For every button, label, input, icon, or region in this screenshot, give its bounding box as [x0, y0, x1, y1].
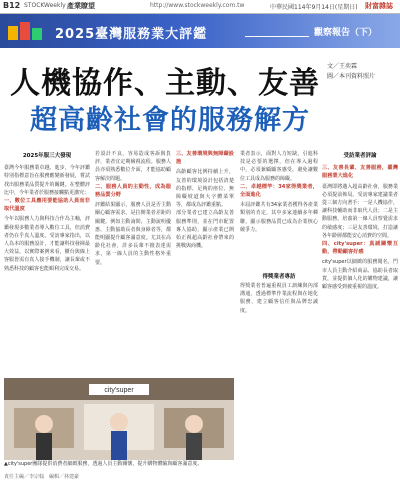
paragraph: city'super以細緻的服務聞名，門市人員主動介紹商品、協助長者取貨，並提供個人化的購物建議，讓顧客感受到被重視的溫度。 — [322, 259, 398, 291]
article-column-3 — [176, 150, 234, 375]
column-label: 2025年服三大發現 — [22, 153, 72, 159]
store-sign-text: city'super — [104, 387, 134, 394]
weekly-label: Weekly — [44, 2, 66, 9]
paragraph: 臺灣即將邁入超高齡社會，服務業必須提前佈局。受訪專家建議業者從三個方向著手：一是人機協作，讓科技輔助而非取代人員；二是主動服務，培養第一線人員察覺需求的敏感度；三是友善環境，打造讓各年齡層都能安心消費的空間。 — [322, 183, 398, 239]
page-footer: 責任主編／李宗翰 編輯／林建豪 — [4, 474, 80, 480]
article-column-4-lower — [240, 282, 318, 462]
paragraph: 部分業者已建立高齡友善服務準則，並在門市配置專人協助，顯示產業已開始正視超高齡社會帶來的挑戰與商機。 — [176, 210, 234, 250]
banner-subtitle: 觀察報告（下） — [314, 28, 378, 38]
article-column-1 — [4, 150, 90, 410]
issue-date: 中華民國114年9月14日(星期日) — [270, 4, 358, 11]
article-column-5 — [322, 150, 398, 465]
byline-photo-credit: 圖／本刊資料照片 — [327, 73, 376, 80]
subheading: 二、卓越標竿：34家得獎業者，全面進化 — [240, 183, 318, 199]
store-photo-illustration — [4, 378, 234, 460]
paragraph: 評鑑結果顯示，服務人員是否主動關心顧客需求，是拉開業者差距的關鍵。例如主動詢問、主動說明優惠、主動協助長者與身障者等，都能明顯提升顧客滿意度。尤其在高齡化社會，許多長輩不擅表達需求，第一線人員的主動性格外重要。 — [95, 202, 171, 266]
banner-divider — [245, 36, 309, 37]
article-column-2 — [95, 150, 171, 375]
section-banner — [0, 14, 400, 48]
photo-caption: ▲city'super團隊提供消費者細緻服務，透過人員主動關懷，提升購物體驗與顧客滿意度。 — [4, 461, 203, 467]
subheading: 三、友善長輩、友善服務，臺灣服務業大進化 — [322, 165, 398, 180]
byline-author: 文／王奕霖 — [327, 63, 358, 70]
publisher-logo: 財富雜誌 — [365, 2, 393, 10]
section-title: 產業瞭望 — [67, 2, 95, 10]
banner-decoration-icon — [6, 18, 46, 44]
article-photo — [4, 378, 234, 460]
headline-line-2: 超高齡社會的服務解方 — [30, 105, 310, 136]
subheading: 四、city'super：真誠關懷互動，帶動顧客好感 — [322, 241, 398, 256]
paragraph: 臺灣今年服務業卓越、進步，今年評鑑特別指標意旨在服務應變新發展，嘗試找出服務業品質提升的關鍵。在整體評比中，今年業者於服務接觸點更講究； — [4, 165, 90, 196]
subheading: 二、服務人員的主動性，成為服務品質分野 — [95, 183, 171, 199]
paragraph: 高齡顧客比例持續上升，友善的環境設計包括清楚的指標、足夠的座位、無障礙坡道與大字體菜單等，都成為評鑑重點。 — [176, 169, 234, 209]
paragraph: 業者表示，面對人力短缺，引進科技是必要的選擇，但在導入過程中，必須兼顧顧客感受，避免讓數位工具成為服務的障礙。 — [240, 151, 318, 182]
stock-label: STOCK — [24, 2, 45, 9]
column-label: 受訪業者評論 — [343, 153, 377, 159]
paragraph: 得獎業者普遍重視員工訓練與內部溝通，透過標準作業流程與在地化服務，建立顧客信任與品牌忠誠度。 — [240, 283, 318, 314]
subheading: 一、數位工具應用要能協助人員而非取代溫度 — [4, 198, 90, 213]
byline — [327, 62, 375, 82]
page-header — [0, 0, 400, 14]
subheading: 三、友善環境與無障礙設施 — [176, 151, 234, 166]
paragraph: 若設計不良，容易造成客訴與負評，業者宜定期檢視流程。服務人員亦須熟悉數位介面，才能協助顧客解決問題。 — [95, 151, 171, 182]
headline-line-1: 人機協作、主動、友善 — [10, 66, 320, 101]
box-title: 得獎業者專訪 — [262, 274, 296, 280]
paragraph: 今年以服務人力與科技合作為主軸，評鑑發現多數業者導入數位工具，但消費者仍在乎真人溫度。受訪專家指出，以人為本的服務設計，才能讓科技發揮最大效益。以實際案例來看，櫃台與線上客服皆需有真人接手機制，讓長輩或不熟悉科技的顧客也能順利完成交易。 — [4, 216, 90, 272]
banner-title: 2025臺灣服務業大評鑑 — [55, 27, 208, 42]
paragraph: 本屆評鑑共有34家業者獲得各產業類別的肯定，其中多家連續多年蟬聯，顯示服務品質已成為企業核心競爭力。 — [240, 202, 318, 233]
site-url[interactable]: http://www.stockweekly.com.tw — [150, 2, 245, 9]
page-number: B12 — [3, 1, 21, 10]
